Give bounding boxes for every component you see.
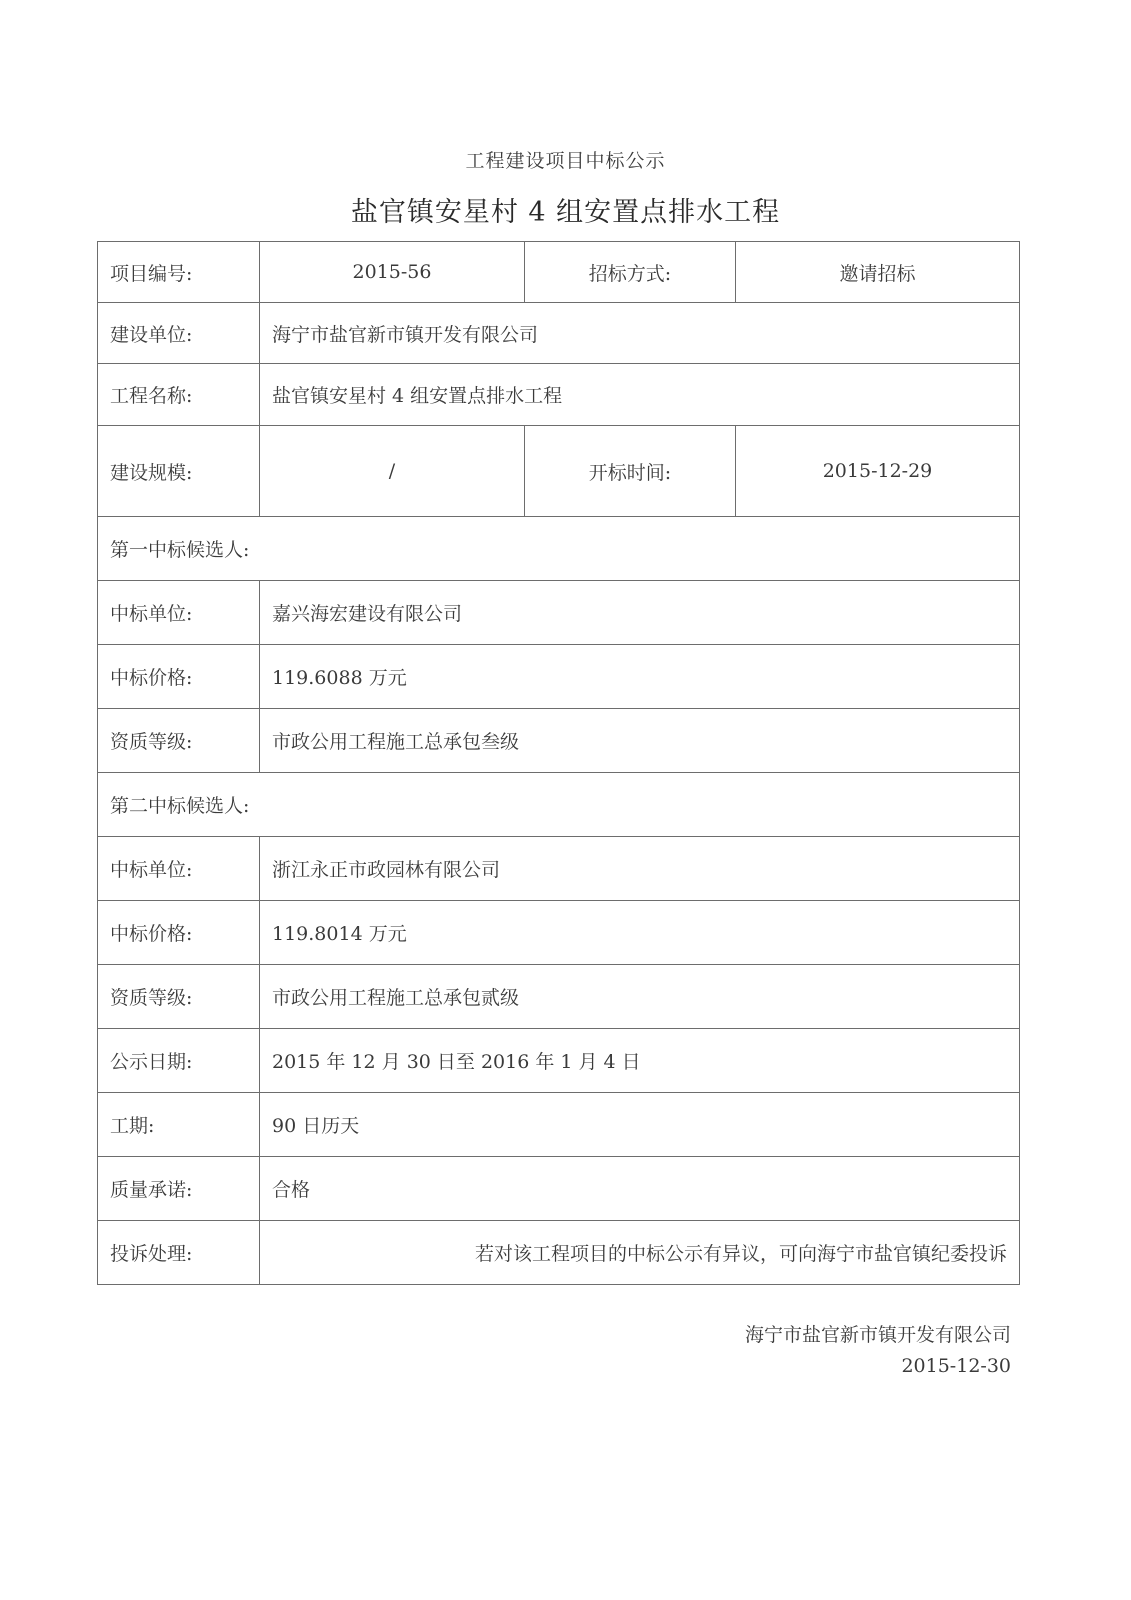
row-candidate-1-price — [98, 645, 1020, 709]
row-candidate-2-unit — [98, 837, 1020, 901]
project-title: 盐官镇安星村 4 组安置点排水工程 — [350, 197, 781, 228]
candidate-1-grade-label: 资质等级: — [98, 709, 260, 773]
candidate-1-heading: 第一中标候选人: — [98, 517, 1020, 581]
candidate-1-price-label: 中标价格: — [98, 645, 260, 709]
notice-date-value: 2015 年 12 月 30 日至 2016 年 1 月 4 日 — [260, 1029, 1020, 1093]
complaint-label: 投诉处理: — [98, 1221, 260, 1285]
notice-date-label: 公示日期: — [98, 1029, 260, 1093]
row-project-no — [98, 242, 1020, 303]
row-candidate-1-heading — [98, 517, 1020, 581]
duration-value: 90 日历天 — [260, 1093, 1020, 1157]
signature-organization: 海宁市盐官新市镇开发有限公司 — [744, 1324, 1011, 1346]
duration-label: 工期: — [98, 1093, 260, 1157]
row-candidate-2-grade — [98, 965, 1020, 1029]
candidate-2-price-label: 中标价格: — [98, 901, 260, 965]
builder-value: 海宁市盐官新市镇开发有限公司 — [260, 303, 1020, 364]
project-name-label: 工程名称: — [98, 364, 260, 426]
candidate-2-unit-value: 浙江永正市政园林有限公司 — [260, 837, 1020, 901]
open-time-label: 开标时间: — [525, 426, 736, 517]
candidate-1-grade-value: 市政公用工程施工总承包叁级 — [260, 709, 1020, 773]
candidate-1-price-value: 119.6088 万元 — [260, 645, 1020, 709]
open-time-value: 2015-12-29 — [736, 426, 1020, 517]
row-notice-date — [98, 1029, 1020, 1093]
row-quality — [98, 1157, 1020, 1221]
candidate-2-heading: 第二中标候选人: — [98, 773, 1020, 837]
candidate-2-grade-label: 资质等级: — [98, 965, 260, 1029]
notice-type-heading: 工程建设项目中标公示 — [465, 150, 666, 172]
row-scale — [98, 426, 1020, 517]
complaint-value: 若对该工程项目的中标公示有异议，可向海宁市盐官镇纪委投诉 — [260, 1221, 1020, 1285]
project-name-value: 盐官镇安星村 4 组安置点排水工程 — [260, 364, 1020, 426]
signature-date: 2015-12-30 — [901, 1355, 1011, 1377]
row-candidate-2-heading — [98, 773, 1020, 837]
candidate-2-price-value: 119.8014 万元 — [260, 901, 1020, 965]
row-builder — [98, 303, 1020, 364]
quality-label: 质量承诺: — [98, 1157, 260, 1221]
candidate-2-unit-label: 中标单位: — [98, 837, 260, 901]
row-candidate-1-grade — [98, 709, 1020, 773]
row-duration — [98, 1093, 1020, 1157]
tender-method-label: 招标方式: — [525, 242, 736, 303]
project-no-value: 2015-56 — [260, 242, 525, 303]
builder-label: 建设单位: — [98, 303, 260, 364]
award-notice-table — [97, 241, 1020, 1285]
scale-label: 建设规模: — [98, 426, 260, 517]
candidate-1-unit-value: 嘉兴海宏建设有限公司 — [260, 581, 1020, 645]
row-complaint — [98, 1221, 1020, 1285]
tender-method-value: 邀请招标 — [736, 242, 1020, 303]
scale-value: / — [260, 426, 525, 517]
row-candidate-1-unit — [98, 581, 1020, 645]
candidate-2-grade-value: 市政公用工程施工总承包贰级 — [260, 965, 1020, 1029]
row-project-name — [98, 364, 1020, 426]
quality-value: 合格 — [260, 1157, 1020, 1221]
project-no-label: 项目编号: — [98, 242, 260, 303]
candidate-1-unit-label: 中标单位: — [98, 581, 260, 645]
row-candidate-2-price — [98, 901, 1020, 965]
